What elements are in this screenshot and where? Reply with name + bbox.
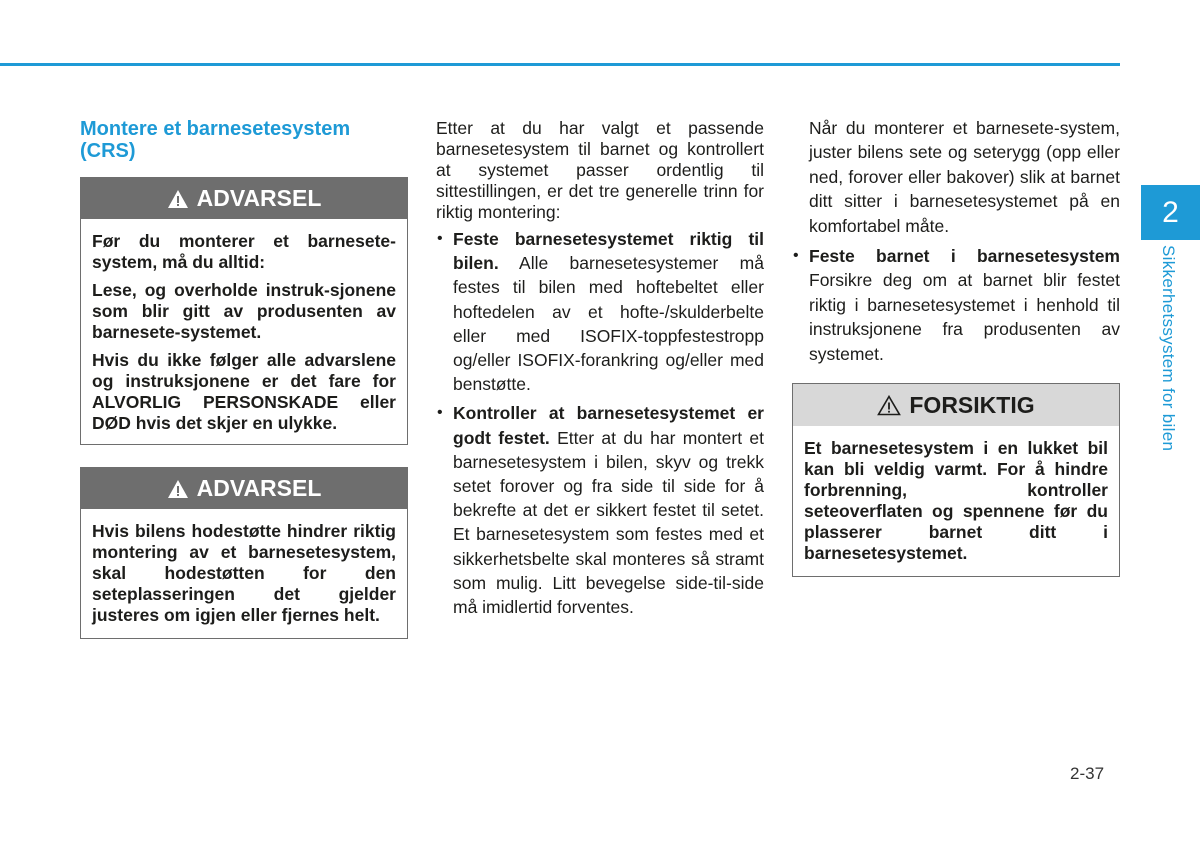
warning-header-1	[81, 178, 407, 219]
warning-heading-1: ADVARSEL	[196, 185, 322, 211]
warning1-paragraph: Hvis du ikke følger alle advarslene og instruksjonene er det fare for ALVORLIG PERSONSKADE eller DØD hvis det skjer en ulykke.	[92, 350, 396, 433]
column-right	[792, 116, 1120, 577]
caution-heading: FORSIKTIG	[909, 391, 1035, 418]
list-item	[436, 227, 764, 396]
caution-text: Et barnesetesystem i en lukket bil kan bli veldig varmt. For å hindre forbrenning, kontroller seteoverflaten og spennene før du plasserer barnet ditt i barnesetesystemet.	[804, 438, 1108, 564]
warning-heading-2: ADVARSEL	[196, 475, 322, 501]
caution-triangle-icon	[877, 395, 901, 416]
intro-text: Etter at du har valgt et passende barnesetesystem til barnet og kontrollert at systemet passer ordentlig til sittestillingen, er det tre generelle trinn for riktig montering:	[436, 118, 764, 222]
bullet-icon: •	[793, 247, 799, 265]
chapter-tab	[1141, 185, 1200, 240]
section-title-line2: (CRS)	[80, 140, 136, 162]
step-title: Feste barnesetesystemet riktig til bilen.	[453, 229, 764, 274]
warning1-paragraph: Lese, og overholde instruk-sjonene som blir gitt av produsenten av barnesete-systemet.	[92, 280, 396, 342]
steps-list	[436, 227, 764, 619]
column-left	[80, 118, 408, 639]
step-text: Alle barnesetesystemer må festes til bilen med hoftebeltet eller hoftedelen av et hofte-/skulderbelte eller med ISOFIX-toppfestestropp og/eller ISOFIX-forankring og/eller med benstøtte.	[453, 253, 764, 395]
step-title: Kontroller at barnesetesystemet er godt festet.	[453, 403, 764, 448]
warning-body-2	[81, 509, 407, 638]
bullet-icon: •	[437, 230, 443, 247]
step-title: Feste barnet i barnesetesystem	[809, 246, 1120, 267]
top-rule	[0, 63, 1120, 66]
chapter-side-title: Sikkerhetssystem for bilen	[1159, 245, 1178, 452]
caution-header	[793, 384, 1119, 426]
step-text: Forsikre deg om at barnet blir festet riktig i barnesetesystemet i henhold til instruksjonene fra produsenten av systemet.	[809, 270, 1120, 364]
list-item	[792, 244, 1120, 366]
list-item	[436, 401, 764, 619]
section-title-line1: Montere et barnesetesystem	[80, 118, 351, 140]
section-title	[80, 118, 408, 162]
warning-triangle-icon	[167, 189, 189, 209]
step-text: Etter at du har montert et barnesetesystem i bilen, skyv og trekk setet forover og fra side til side for å bekrefte at det er sikkert festet til setet. Et barnesetesystem som festes med et sikkerhetsbelte skal monteres så stramt som mulig. Litt bevegelse side-til-side må imidlertid forventes.	[453, 427, 764, 618]
caution-body	[793, 426, 1119, 576]
steps-list-continued	[792, 244, 1120, 366]
warning-box-2	[80, 467, 408, 639]
warning1-paragraph: Før du monterer et barnesete-system, må du alltid:	[92, 231, 396, 272]
step2-continuation: Når du monterer et barnesete-system, juster bilens sete og seterygg (opp eller ned, forover eller bakover) slik at barnet ditt sitter i barnesetesystemet på en komfortabel måte.	[809, 118, 1120, 236]
warning-body-1	[81, 219, 407, 444]
warning-box-1	[80, 177, 408, 445]
warning2-text: Hvis bilens hodestøtte hindrer riktig montering av et barnesetesystem, skal hodestøtten for den seteplasseringen det gjelder justeres om igjen eller fjernes helt.	[92, 521, 396, 625]
column-middle	[436, 118, 764, 624]
page-number: 2-37	[1070, 764, 1105, 783]
chapter-number: 2	[1162, 195, 1179, 229]
bullet-icon: •	[437, 404, 443, 422]
caution-box	[792, 383, 1120, 577]
warning-triangle-icon	[167, 479, 189, 499]
warning-header-2	[81, 468, 407, 509]
